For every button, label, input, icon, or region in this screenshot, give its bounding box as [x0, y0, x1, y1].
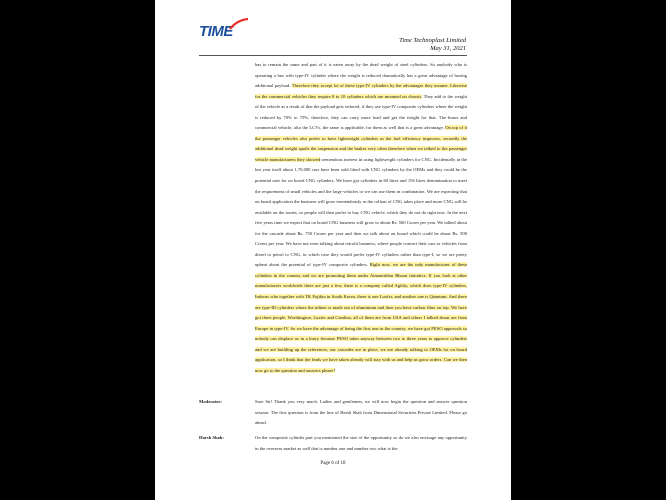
- document-date: May 31, 2021: [430, 45, 466, 52]
- speaker-name: Harsh Shah:: [199, 435, 224, 440]
- logo-swoosh-icon: [229, 18, 249, 30]
- transcript-body: [255, 60, 467, 376]
- company-name: Time Technoplast Limited: [399, 37, 466, 44]
- time-logo: TIME: [199, 23, 233, 40]
- highlighted-segment: Right now, we are the only manufacturer of these cylinders in the country and we are promoting them under Atmanirbhar Bharat initiative. If you look at other manufacturers worldwide there are just a few, there is a company called Agility, which does type-IV cylinders, Indorus who together with TK Fujikin in South Korea, there is one Luxfer, and another one is Quantum. And there are type-III cylinders where the inliner is made out of aluminium and then you have carbon fibre on top. We have got three people, Worthington, Luxfer and Catalina, all of them are from USA and others I talked about are from Europe in type-IV. So we have the advantage of being the first one in the country, we have got PESO approvals so nobody can displace us in a hurry because PESO takes anyway between two to three years to approve cylinders and we are building up the references, our cascades are in place, we are already talking to OEMs for on board application, so I think that the leads we have taken already will stay with us and help us grow orders. Can we then now go to the question and answers please?: [255, 262, 467, 373]
- speaker-name: Moderator:: [199, 399, 222, 404]
- highlighted-segment: On top of it the passenger vehicles also prefer to have lightweight cylinders as the fuel efficiency improves, secondly the additional dead weight spoils the suspension and the brakes very often therefore when we talked to the passenger vehicle manufacturers they showed: [255, 125, 468, 162]
- speaker-text: On the composite cylinder part you mentioned the size of the opportunity so do we also envisage any opportunity in the overseas market as well that is number one and number two what is the: [255, 435, 467, 451]
- page-number: Page 6 of 18: [320, 461, 346, 466]
- header-divider: [199, 55, 467, 56]
- document-page: [155, 0, 511, 500]
- highlighted-segment: Therefore they accept lot of these type-IV cylinders by the advantages they assume. Likewise for the commercial vehicles they require 8 to 10 cylinders which are mounted on chassis.: [255, 83, 467, 99]
- body-segment: They add to the weight of the vehicle as a result of that the payload gets reduced, if they use type-IV composite cylinders where the weight is reduced by 70% to 75%, therefore, they can carry more load and get the freight for that. The buses and commercial vehicle, also the LCVs, the same is applicable, for them as well that is a great advantage.: [255, 93, 467, 131]
- body-segment: has to remain the same and part of it is eaten away by the dead weight of steel cylinders. So anybody who is operating a bus with type-IV cylinder where the weight is reduced dramatically has a great advantage of having additional payload.: [255, 62, 467, 89]
- company-header: [399, 37, 466, 53]
- body-segment: tremendous interest in using lightweight cylinders for CNG. Incidentally in the last year itself about 1,70,000 cars have been sold fitted with CNG cylinders by the OEMs and they could be the potential user for on board CNG cylinders. We have got cylinders in 60 litres and 156 litres denomination to meet the requirement of small vehicles and the large vehicles or we can use them in combination. We are expecting that on board application the business will grow tremendously as the rollout of CNG takes place and more CNG will be available on the routes, so people will then prefer to buy CNG vehicle, which they do not do right now. In the next five years time we expect that on board CNG business will grow to about Rs. 500 Crores per year. We talked about for the cascade about Rs. 750 Crores per year and then we talk about on board which could be about Rs. 500 Crores per year. We have not even talking about retrofit business, where people convert their cars or vehicles from diesel or petrol to CNG, in which case they would prefer type-IV cylinders rather than type-I, so we are pretty upbeat about the potential of type-IV composite cylinders.: [255, 156, 467, 268]
- speaker-text: Sure Sir! Thank you very much. Ladies and gentlemen, we will now begin the question and answer question session. The first question is from the line of Harsh Shah from Dimensional Securities Private Limited. Please go ahead.: [255, 399, 467, 425]
